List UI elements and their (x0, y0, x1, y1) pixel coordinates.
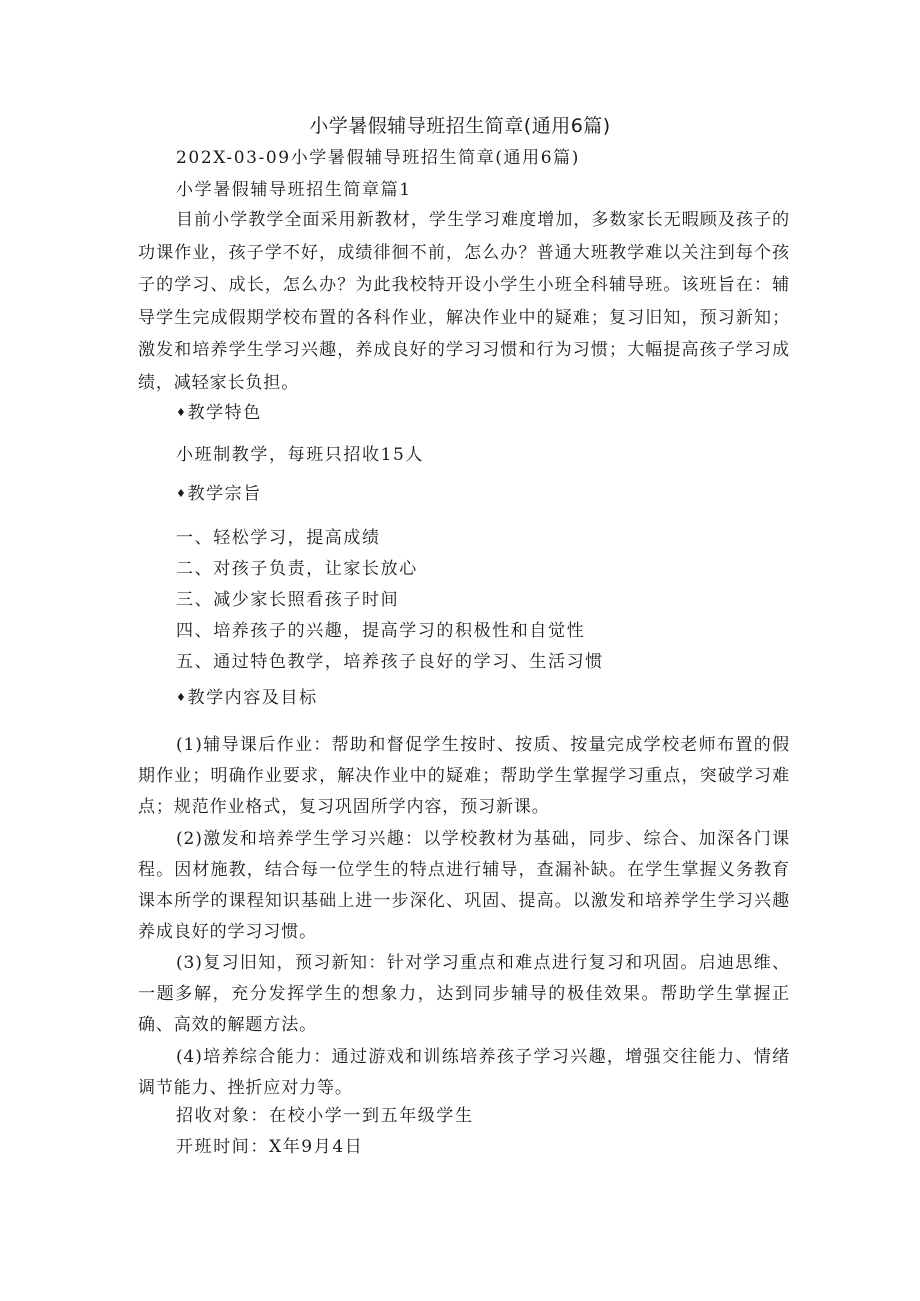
purpose-heading (176, 482, 262, 506)
content-item: (3)复习旧知，预习新知：针对学习重点和难点进行复习和巩固。启迪思维、一题多解，充分发挥学生的想象力，达到同步辅导的极佳效果。帮助学生掌握正确、高效的解题方法。 (138, 953, 790, 1035)
meta-line: 202X-03-09小学暑假辅导班招生简章(通用6篇) (176, 148, 580, 168)
content-item: (4)培养综合能力：通过游戏和训练培养孩子学习兴趣，增强交往能力、情绪调节能力、挫折应对力等。 (138, 1047, 790, 1098)
purpose-item: 一、轻松学习，提高成绩 (176, 528, 381, 548)
diamond-bullet-icon: ♦ (176, 487, 188, 500)
intro-paragraph: 目前小学教学全面采用新教材，学生学习难度增加，多数家长无暇顾及孩子的功课作业，孩子学不好，成绩徘徊不前，怎么办？普通大班教学难以关注到每个孩子的学习、成长，怎么办？为此我校特开设小学生小班全科辅导班。该班旨在：辅导学生完成假期学校布置的各科作业，解决作业中的疑难；复习旧知，预习新知；激发和培养学生学习兴趣，养成良好的学习习惯和行为习惯；大幅提高孩子学习成绩，减轻家长负担。 (138, 210, 790, 393)
content-heading-label: 教学内容及目标 (187, 688, 318, 708)
enrollment-line: 招收对象：在校小学一到五年级学生 (176, 1106, 474, 1126)
content-item: (1)辅导课后作业：帮助和督促学生按时、按质、按量完成学校老师布置的假期作业；明确作业要求，解决作业中的疑难；帮助学生掌握学习重点，突破学习难点；规范作业格式，复习巩固所学内容，预习新课。 (138, 735, 790, 817)
diamond-bullet-icon: ♦ (176, 406, 188, 419)
purpose-heading-label: 教学宗旨 (187, 484, 262, 504)
diamond-bullet-icon: ♦ (176, 691, 188, 704)
section-heading: 小学暑假辅导班招生简章篇1 (176, 180, 412, 200)
purpose-item: 四、培养孩子的兴趣，提高学习的积极性和自觉性 (176, 621, 586, 641)
content-item: (2)激发和培养学生学习兴趣：以学校教材为基础，同步、综合、加深各门课程。因材施教，结合每一位学生的特点进行辅导，查漏补缺。在学生掌握义务教育课本所学的课程知识基础上进一步深化、巩固、提高。以激发和培养学生学习兴趣养成良好的学习习惯。 (138, 829, 790, 942)
content-heading (176, 686, 318, 710)
features-heading-label: 教学特色 (187, 403, 262, 423)
purpose-item: 五、通过特色教学，培养孩子良好的学习、生活习惯 (176, 652, 604, 672)
start-time-line: 开班时间：X年9月4日 (176, 1137, 364, 1157)
features-text: 小班制教学，每班只招收15人 (176, 445, 425, 465)
features-heading (176, 401, 262, 425)
purpose-item: 三、减少家长照看孩子时间 (176, 590, 400, 610)
purpose-item: 二、对孩子负责，让家长放心 (176, 559, 418, 579)
document-title: 小学暑假辅导班招生简章(通用6篇) (309, 115, 611, 137)
